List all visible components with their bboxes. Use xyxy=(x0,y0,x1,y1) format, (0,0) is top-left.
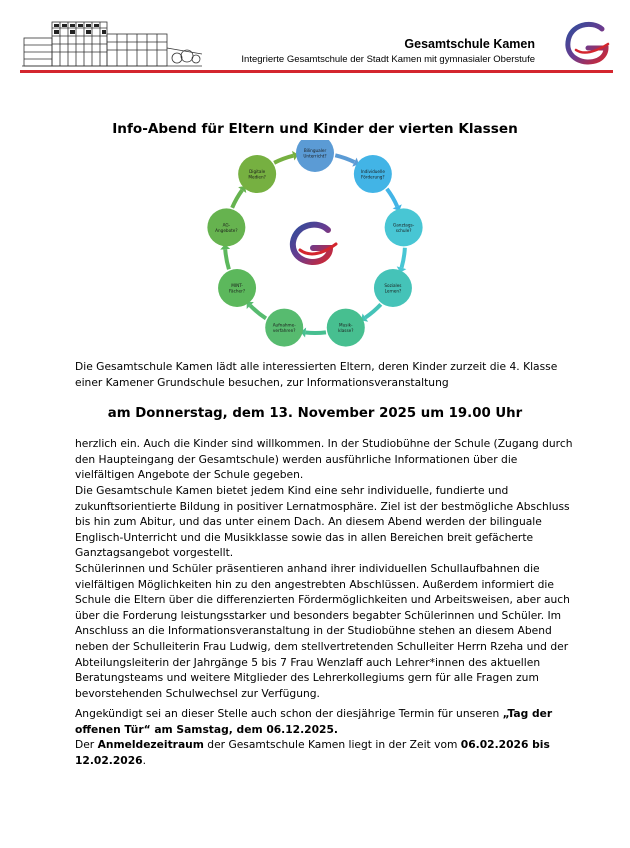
cycle-node-label: Digitale xyxy=(249,169,266,175)
cycle-arrow xyxy=(250,306,266,319)
page-title: Info-Abend für Eltern und Kinder der vierten Klassen xyxy=(112,121,518,137)
cycle-arrow xyxy=(306,332,326,333)
school-logo-icon xyxy=(562,20,614,68)
cycle-node-label: Musik- xyxy=(339,322,353,328)
cycle-node-label: MINT- xyxy=(231,283,243,288)
cycle-node-label: AG- xyxy=(222,222,231,228)
cycle-node-label: Ganztags- xyxy=(393,222,415,228)
cycle-node xyxy=(354,155,392,193)
open-day-paragraph xyxy=(75,706,575,737)
cycle-node-label: Medien? xyxy=(248,174,266,180)
cycle-node-label: Soziales xyxy=(384,283,402,288)
registration-dates: 06.02.2026 bis 12.02.2026 xyxy=(75,738,550,767)
cycle-node-label: Bilingualer xyxy=(303,148,327,153)
cycle-node-label: Lernen? xyxy=(384,288,402,294)
event-date: am Donnerstag, dem 13. November 2025 um 19.00 Uhr xyxy=(107,406,523,421)
cycle-node xyxy=(374,269,412,307)
school-subtitle: Integrierte Gesamtschule der Stadt Kamen mit gymnasialer Oberstufe xyxy=(241,54,535,65)
cycle-arrow xyxy=(335,155,354,162)
cycle-node-label: schule? xyxy=(395,227,412,233)
cycle-node-label: klasse? xyxy=(338,328,354,334)
registration-pre: Der xyxy=(75,738,98,751)
cycle-node xyxy=(207,208,245,246)
intro-paragraph: Die Gesamtschule Kamen lädt alle interessierten Eltern, deren Kinder zurzeit die 4. Klasse einer Kamener Grundschule besuchen, zur Informationsveranstaltung xyxy=(75,360,558,389)
registration-mid: der Gesamtschule Kamen liegt in der Zeit vom xyxy=(203,738,461,751)
registration-label: Anmeldezeitraum xyxy=(97,738,204,751)
cycle-node-label: Individuelle xyxy=(360,169,385,175)
cycle-node-label: Fächer? xyxy=(229,288,246,294)
cycle-node xyxy=(238,155,276,193)
letterhead xyxy=(0,0,630,80)
cycle-arrow xyxy=(232,190,242,208)
cycle-arrow xyxy=(274,156,293,163)
cycle-arrow xyxy=(387,189,397,207)
cycle-node xyxy=(327,309,365,347)
cycle-arrow xyxy=(365,304,380,317)
header-divider xyxy=(20,70,613,73)
registration-paragraph xyxy=(75,737,575,768)
cycle-node xyxy=(385,208,423,246)
body-paragraph-2: Die Gesamtschule Kamen bietet jedem Kind eine sehr individuelle, fundierte und zukunftsorientierte Bildung in positiver Lernatmosphäre. Ziel ist der bestmögliche Abschluss bis hin zum Abitur, und das unter einem Dach. An diesem Abend werden der bilinguale Englisch-Unterricht und die Musikklasse sowie das in allen Bereichen breit gefächerte Ganztagsangebot vorgestellt. xyxy=(75,484,570,560)
cycle-node xyxy=(218,269,256,307)
cycle-node-label: Unterricht? xyxy=(303,153,327,159)
cycle-arrow xyxy=(402,248,405,268)
registration-end: . xyxy=(142,753,147,767)
center-logo-icon xyxy=(293,225,336,262)
open-day-text: Angekündigt sei an dieser Stelle auch schon der diesjährige Termin für unseren xyxy=(75,707,503,720)
body-paragraph-3: Schülerinnen und Schüler präsentieren anhand ihrer individuellen Schullaufbahnen die vielfältigen Möglichkeiten hin zu den angestrebten Abschlüssen. Außerdem informiert die Schule die Eltern über die differenzierten Fördermöglichkeiten und Arbeitsweisen, aber auch über die Forderung leistungsstarker und besonders begabter Schülerinnen und Schüler. Im Anschluss an die Informationsveranstaltung in der Studiobühne stehen an diesem Abend neben der Schulleiterin Frau Ludwig, dem stellvertretenden Schulleiter Herrn Rzeha und der Abteilungsleiterin der Jahrgänge 5 bis 7 Frau Wenzlaff auch Lehrer*innen des aktuellen Beratungsteams und weitere Mitglieder des Lehrerkollegiums gern für alle Fragen zum bevorstehenden Schulwechsel zur Verfügung. xyxy=(75,562,570,700)
cycle-node-label: Angebote? xyxy=(215,227,238,233)
cycle-arrow xyxy=(225,249,229,269)
school-name: Gesamtschule Kamen xyxy=(404,37,535,51)
cycle-node-label: Aufnahme- xyxy=(272,322,296,328)
cycle-diagram xyxy=(200,140,430,355)
cycle-node xyxy=(296,140,334,172)
cycle-node xyxy=(265,309,303,347)
cycle-node-label: verfahren? xyxy=(272,328,296,334)
body-paragraph-1: herzlich ein. Auch die Kinder sind willkommen. In der Studiobühne der Schule (Zugang durch den Haupteingang der Gesamtschule) werden ausführliche Informationen über die vielfältigen Angebote der Schule gegeben. xyxy=(75,437,573,482)
cycle-node-label: Förderung? xyxy=(361,174,385,180)
open-day-highlight: „Tag der offenen Tür“ am Samstag, dem 06.12.2025. xyxy=(75,707,553,736)
